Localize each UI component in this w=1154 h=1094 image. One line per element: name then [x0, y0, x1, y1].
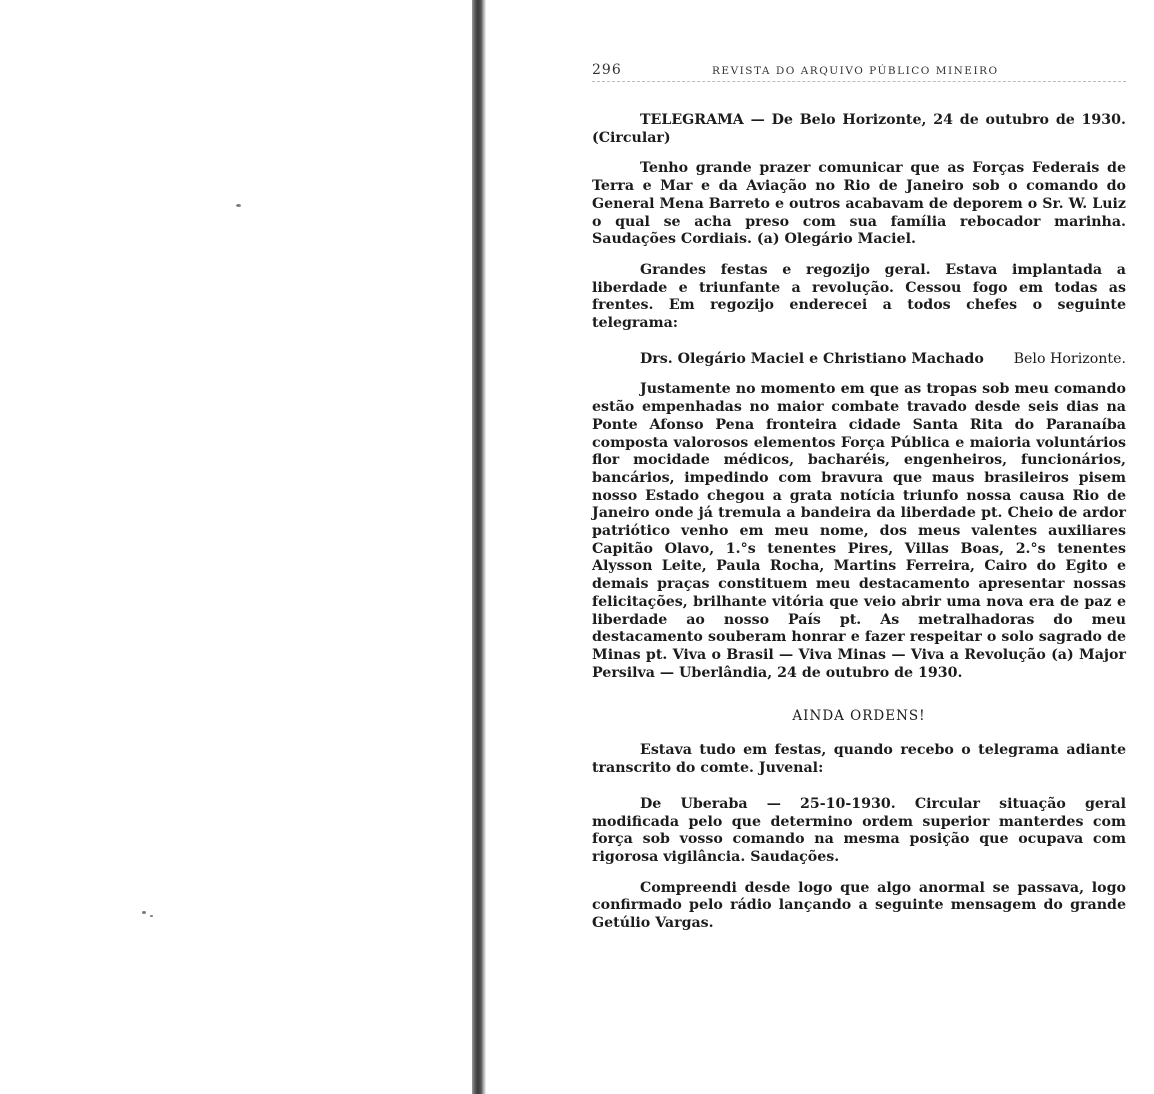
- running-header: [592, 62, 1126, 82]
- section-heading: AINDA ORDENS!: [792, 708, 926, 725]
- page-speck: [150, 915, 153, 917]
- paragraph-estava: Estava tudo em festas, quando recebo o telegrama adiante transcrito do comte. Juvenal:: [592, 742, 1126, 777]
- document-page: [592, 62, 1126, 933]
- paragraph-uberaba: De Uberaba — 25-10-1930. Circular situação geral modificada pelo que determino ordem superior manterdes com força sob vosso comando na mesma posição que ocupava com rigorosa vigilância. Saudações.: [592, 795, 1126, 865]
- page-speck: [236, 204, 241, 207]
- telegram-heading: TELEGRAMA — De Belo Horizonte, 24 de outubro de 1930. (Circular): [592, 112, 1126, 146]
- address-recipients: Drs. Olegário Maciel e Christiano Machado: [640, 350, 984, 367]
- page-number: 296: [592, 62, 622, 78]
- book-spine-gutter: [472, 0, 486, 1094]
- telegram-body: Tenho grande prazer comunicar que as Forças Federais de Terra e Mar e da Aviação no Rio de Janeiro sob o comando do General Mena Barreto e outros acabavam de deporem o Sr. W. Luiz o qual se acha preso com sua família rebocador marinha. Saudações Cordiais. (a) Olegário Maciel.: [592, 160, 1126, 248]
- journal-title: REVISTA DO ARQUIVO PÚBLICO MINEIRO: [712, 65, 999, 77]
- paragraph-compreendi: Compreendi desde logo que algo anormal se passava, logo confirmado pelo rádio lançando a seguinte mensagem do grande Getúlio Vargas.: [592, 879, 1126, 932]
- address-line: [592, 351, 1126, 369]
- address-city: Belo Horizonte.: [1013, 350, 1126, 367]
- paragraph-festas: Grandes festas e regozijo geral. Estava implantada a liberdade e triunfante a revolução. Cessou fogo em todas as frentes. Em regozijo enderecei a todos chefes o seguinte telegrama:: [592, 261, 1126, 332]
- paragraph-justamente: Justamente no momento em que as tropas sob meu comando estão empenhadas no maior combate travado desde seis dias na Ponte Afonso Pena fronteira cidade Santa Rita do Paranaíba composta valorosos elementos Força Pública e maioria voluntários flor mocidade médicos, bacharéis, engenheiros, funcionários, bancários, impedindo com bravura que maus brasileiros pisem nosso Estado chegou a grata notícia triunfo nossa causa Rio de Janeiro onde já tremula a bandeira da liberdade pt. Cheio de ardor patriótico venho em meu nome, dos meus valentes auxiliares Capitão Olavo, 1.°s tenentes Pires, Villas Boas, 2.°s tenentes Alysson Leite, Paula Rocha, Martins Ferreira, Cairo do Egito e demais praças constituem meu destacamento apresentar nossas felicitações, brilhante vitória que veio abrir uma nova era de paz e liberdade ao nosso País pt. As metralhadoras do meu destacamento souberam honrar e fazer respeitar o solo sagrado de Minas pt. Viva o Brasil — Viva Minas — Viva a Revolução (a) Major Persilva — Uberlândia, 24 de outubro de 1930.: [592, 381, 1126, 681]
- page-speck: [142, 911, 146, 914]
